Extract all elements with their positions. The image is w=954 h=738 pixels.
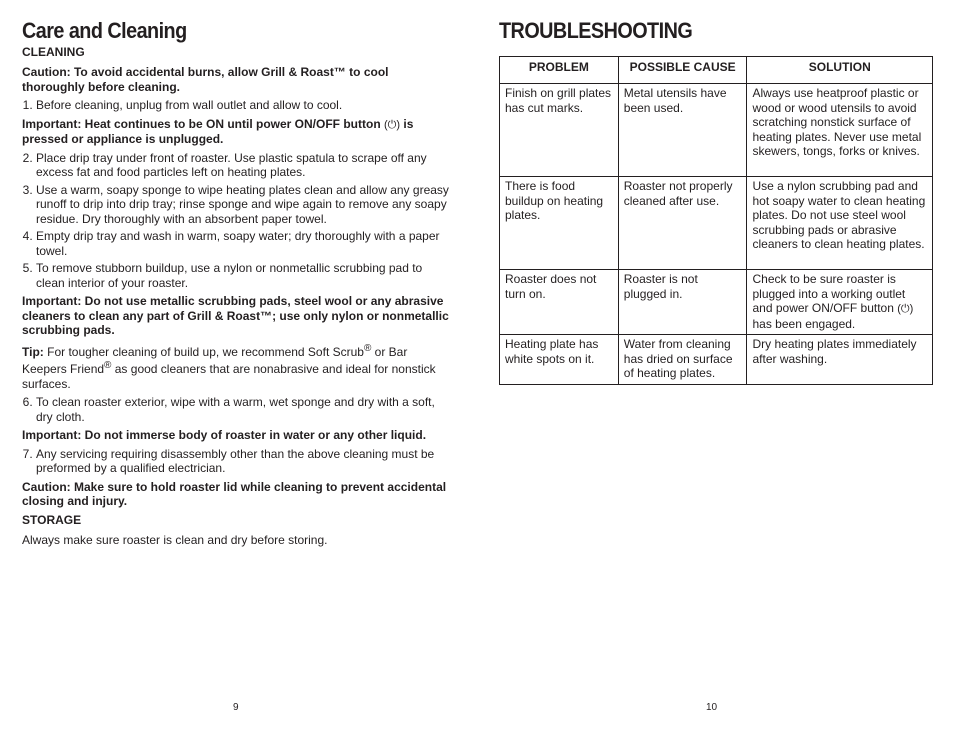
registered-mark: ® bbox=[363, 342, 372, 354]
registered-mark: ® bbox=[104, 360, 112, 371]
table-row bbox=[500, 177, 933, 270]
solution-cell: Always use heatproof plastic or wood or wood utensils to avoid scratching nonstick surface of heating plates. Never use metal skewers, tongs, forks or knives. bbox=[747, 84, 933, 177]
cleaning-steps-4 bbox=[22, 447, 454, 476]
step-6: 6. To clean roaster exterior, wipe with a warm, wet sponge and dry with a soft, dry cloth. bbox=[36, 395, 454, 424]
tip-label: Tip: bbox=[22, 344, 44, 359]
problem-cell: Finish on grill plates has cut marks. bbox=[500, 84, 619, 177]
power-icon: (⏻) bbox=[897, 303, 914, 315]
important-no-immerse: Important: Do not immerse body of roaster in water or any other liquid. bbox=[22, 428, 427, 442]
step-3: 3. Use a warm, soapy sponge to wipe heating plates clean and allow any greasy runoff to drip into drip tray; rinse sponge and wipe again to remove any soapy residue. Dry thoroughly with an absorbent paper towel. bbox=[36, 183, 454, 227]
problem-cell: Roaster does not turn on. bbox=[500, 270, 619, 335]
header-cause: POSSIBLE CAUSE bbox=[618, 57, 747, 84]
cleaning-steps-1 bbox=[22, 98, 454, 113]
important-heat bbox=[22, 117, 454, 147]
troubleshooting-title: TROUBLESHOOTING bbox=[499, 18, 693, 43]
power-icon: (⏻) bbox=[384, 118, 401, 131]
troubleshooting-table bbox=[499, 56, 933, 385]
caution-lid: Caution: Make sure to hold roaster lid while cleaning to prevent accidental closing and injury. bbox=[22, 479, 447, 508]
storage-heading: STORAGE bbox=[22, 512, 82, 527]
table-row bbox=[500, 84, 933, 177]
cause-cell: Metal utensils have been used. bbox=[618, 84, 747, 177]
page-title: Care and Cleaning bbox=[22, 18, 187, 43]
header-problem: PROBLEM bbox=[500, 57, 619, 84]
problem-cell: Heating plate has white spots on it. bbox=[500, 335, 619, 385]
table-row bbox=[500, 270, 933, 335]
step-2: 2. Place drip tray under front of roaster. Use plastic spatula to scrape off any excess fat and food particles left on heating plates. bbox=[36, 151, 454, 180]
solution-cell bbox=[747, 270, 933, 335]
cleaning-steps-2 bbox=[22, 151, 454, 291]
solution-text: Check to be sure roaster is plugged into a working outlet and power ON/OFF button bbox=[752, 272, 906, 315]
tip-text-2: or Bar Keepers Friend bbox=[22, 344, 408, 376]
header-solution: SOLUTION bbox=[747, 57, 933, 84]
important-heat-text-end: is pressed or appliance is unplugged. bbox=[22, 116, 414, 146]
tip-text-3: as good cleaners that are nonabrasive and ideal for nonstick surfaces. bbox=[22, 362, 436, 391]
step-1: 1. Before cleaning, unplug from wall outlet and allow to cool. bbox=[36, 98, 454, 113]
important-no-metal: Important: Do not use metallic scrubbing pads, steel wool or any abrasive cleaners to clean any part of Grill & Roast™; use only nylon or nonmetallic scrubbing pads. bbox=[22, 294, 449, 337]
caution-burns: Caution: To avoid accidental burns, allow Grill & Roast™ to cool thoroughly before cleaning. bbox=[22, 65, 389, 94]
cleaning-steps-3 bbox=[22, 395, 454, 424]
cleaning-heading: CLEANING bbox=[22, 45, 85, 59]
troubleshooting-section bbox=[499, 18, 933, 385]
cause-cell: Roaster not properly cleaned after use. bbox=[618, 177, 747, 270]
tip-text: For tougher cleaning of build up, we recommend Soft Scrub bbox=[43, 344, 364, 359]
care-and-cleaning-section bbox=[22, 18, 454, 551]
step-4: 4. Empty drip tray and wash in warm, soapy water; dry thoroughly with a paper towel. bbox=[36, 229, 454, 258]
solution-cell: Dry heating plates immediately after washing. bbox=[747, 335, 933, 385]
step-5: 5. To remove stubborn buildup, use a nylon or nonmetallic scrubbing pad to clean interior of your roaster. bbox=[36, 261, 454, 290]
page-number-left: 9 bbox=[233, 702, 239, 713]
step-7: 7. Any servicing requiring disassembly other than the above cleaning must be preformed by a qualified electrician. bbox=[36, 447, 454, 476]
solution-text-end: has been engaged. bbox=[752, 316, 856, 331]
important-heat-text: Important: Heat continues to be ON until power ON/OFF button bbox=[22, 116, 381, 131]
solution-cell: Use a nylon scrubbing pad and hot soapy water to clean heating plates. Do not use steel wool scrubbing pads or abrasive cleaners to clean heating plates. bbox=[747, 177, 933, 270]
tip bbox=[22, 342, 454, 392]
table-header-row bbox=[500, 57, 933, 84]
table-row bbox=[500, 335, 933, 385]
page-number-right: 10 bbox=[706, 702, 718, 713]
problem-cell: There is food buildup on heating plates. bbox=[500, 177, 619, 270]
cause-cell: Roaster is not plugged in. bbox=[618, 270, 747, 335]
storage-text: Always make sure roaster is clean and dry before storing. bbox=[22, 532, 328, 547]
cause-cell: Water from cleaning has dried on surface of heating plates. bbox=[618, 335, 747, 385]
